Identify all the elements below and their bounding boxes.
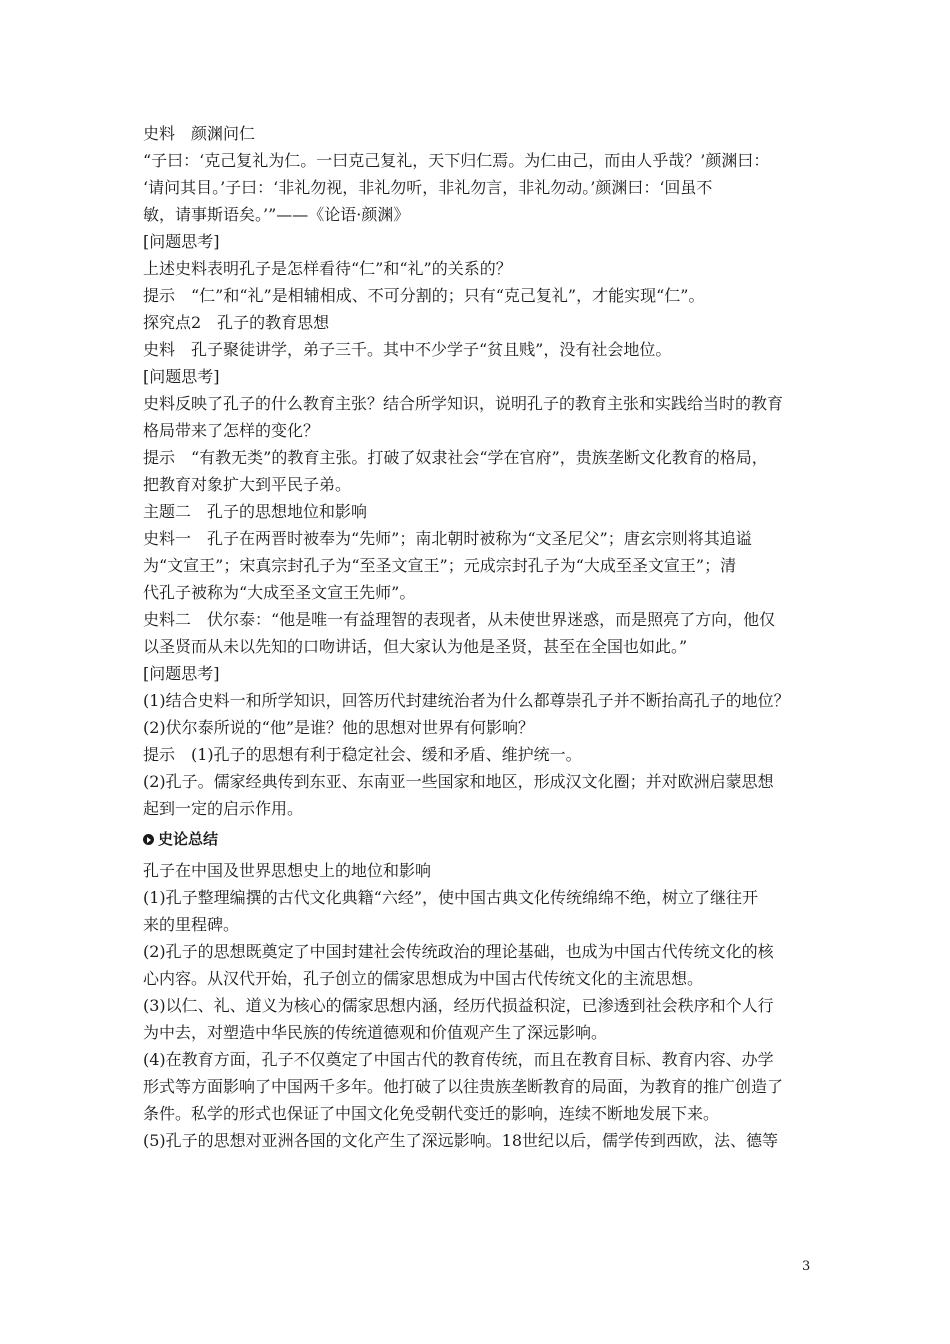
summary-line: 条件。私学的形式也保证了中国文化免受朝代变迁的影响，连续不断地发展下来。 bbox=[143, 1104, 720, 1123]
summary-line: 来的里程碑。 bbox=[143, 915, 240, 934]
text-line: 上述史料表明孔子是怎样看待“仁”和“礼”的关系的？ bbox=[143, 259, 512, 278]
text-line: 敏，请事斯语矣。’”——《论语·颜渊》 bbox=[143, 205, 410, 224]
text-line: 提示 (1)孔子的思想有利于稳定社会、缓和矛盾、维护统一。 bbox=[143, 745, 582, 764]
summary-line: (1)孔子整理编撰的古代文化典籍“六经”，使中国古典文化传统绵绵不绝，树立了继往开 bbox=[143, 888, 759, 907]
text-line: 把教育对象扩大到平民子弟。 bbox=[143, 475, 352, 494]
summary-line: 为中去，对塑造中华民族的传统道德观和价值观产生了深远影响。 bbox=[143, 1023, 608, 1042]
text-line: (1)结合史料一和所学知识，回答历代封建统治者为什么都尊崇孔子并不断抬高孔子的地位？ bbox=[143, 691, 790, 710]
text-line: [问题思考] bbox=[143, 232, 220, 251]
summary-line: (2)孔子的思想既奠定了中国封建社会传统政治的理论基础，也成为中国古代传统文化的核 bbox=[143, 942, 774, 961]
summary-line: (5)孔子的思想对亚洲各国的文化产生了深远影响。18世纪以后，儒学传到西欧，法、德等 bbox=[143, 1131, 779, 1150]
text-line: 提示 “有教无类”的教育主张。打破了奴隶社会“学在官府”，贵族垄断文化教育的格局， bbox=[143, 448, 768, 467]
summary-line: 心内容。从汉代开始，孔子创立的儒家思想成为中国古代传统文化的主流思想。 bbox=[143, 969, 704, 988]
text-line: (2)伏尔泰所说的“他”是谁？他的思想对世界有何影响？ bbox=[143, 718, 535, 737]
text-line: 史料 颜渊问仁 bbox=[143, 124, 256, 143]
text-line: (2)孔子。儒家经典传到东亚、东南亚一些国家和地区，形成汉文化圈；并对欧洲启蒙思想 bbox=[143, 772, 774, 791]
text-line: 主题二 孔子的思想地位和影响 bbox=[143, 502, 368, 521]
text-line: 史料一 孔子在两晋时被奉为“先师”；南北朝时被称为“文圣尼父”；唐玄宗则将其追谥 bbox=[143, 529, 752, 548]
text-line: [问题思考] bbox=[143, 367, 220, 386]
text-line: 史料 孔子聚徒讲学，弟子三千。其中不少学子“贫且贱”，没有社会地位。 bbox=[143, 340, 672, 359]
section-heading bbox=[143, 826, 811, 853]
body-text bbox=[143, 120, 811, 822]
summary-line: 形式等方面影响了中国两千多年。他打破了以往贵族垄断教育的局面，为教育的推广创造了 bbox=[143, 1077, 784, 1096]
text-line: 以圣贤而从未以先知的口吻讲话，但大家认为他是圣贤，甚至在全国也如此。” bbox=[143, 637, 688, 656]
play-circle-icon bbox=[143, 834, 154, 845]
page-content bbox=[143, 120, 811, 1154]
text-line: 格局带来了怎样的变化？ bbox=[143, 421, 320, 440]
text-line: 起到一定的启示作用。 bbox=[143, 799, 304, 818]
text-line: 史料二 伏尔泰：“他是唯一有益理智的表现者，从未使世界迷惑，而是照亮了方向，他仅 bbox=[143, 610, 776, 629]
summary-text bbox=[143, 857, 811, 1154]
summary-line: (4)在教育方面，孔子不仅奠定了中国古代的教育传统，而且在教育目标、教育内容、办学 bbox=[143, 1050, 774, 1069]
summary-line: 孔子在中国及世界思想史上的地位和影响 bbox=[143, 861, 432, 880]
text-line: 为“文宣王”；宋真宗封孔子为“至圣文宣王”；元成宗封孔子为“大成至圣文宣王”；清 bbox=[143, 556, 737, 575]
text-line: [问题思考] bbox=[143, 664, 220, 683]
text-line: 代孔子被称为“大成至圣文宣王先师”。 bbox=[143, 583, 416, 602]
text-line: 提示 “仁”和“礼”是相辅相成、不可分割的；只有“克己复礼”，才能实现“仁”。 bbox=[143, 286, 705, 305]
text-line: 探究点2 孔子的教育思想 bbox=[143, 313, 330, 332]
page-number: 3 bbox=[802, 1259, 811, 1274]
text-line: 史料反映了孔子的什么教育主张？结合所学知识，说明孔子的教育主张和实践给当时的教育 bbox=[143, 394, 784, 413]
text-line: ‘请问其目。’子曰：‘非礼勿视，非礼勿听，非礼勿言，非礼勿动。’颜渊曰：‘回虽不 bbox=[143, 178, 713, 197]
text-line: “子曰：‘克己复礼为仁。一曰克己复礼，天下归仁焉。为仁由己，而由人乎哉？’颜渊曰： bbox=[143, 151, 770, 170]
section-title: 史论总结 bbox=[158, 830, 219, 848]
summary-line: (3)以仁、礼、道义为核心的儒家思想内涵，经历代损益积淀，已渗透到社会秩序和个人行 bbox=[143, 996, 774, 1015]
